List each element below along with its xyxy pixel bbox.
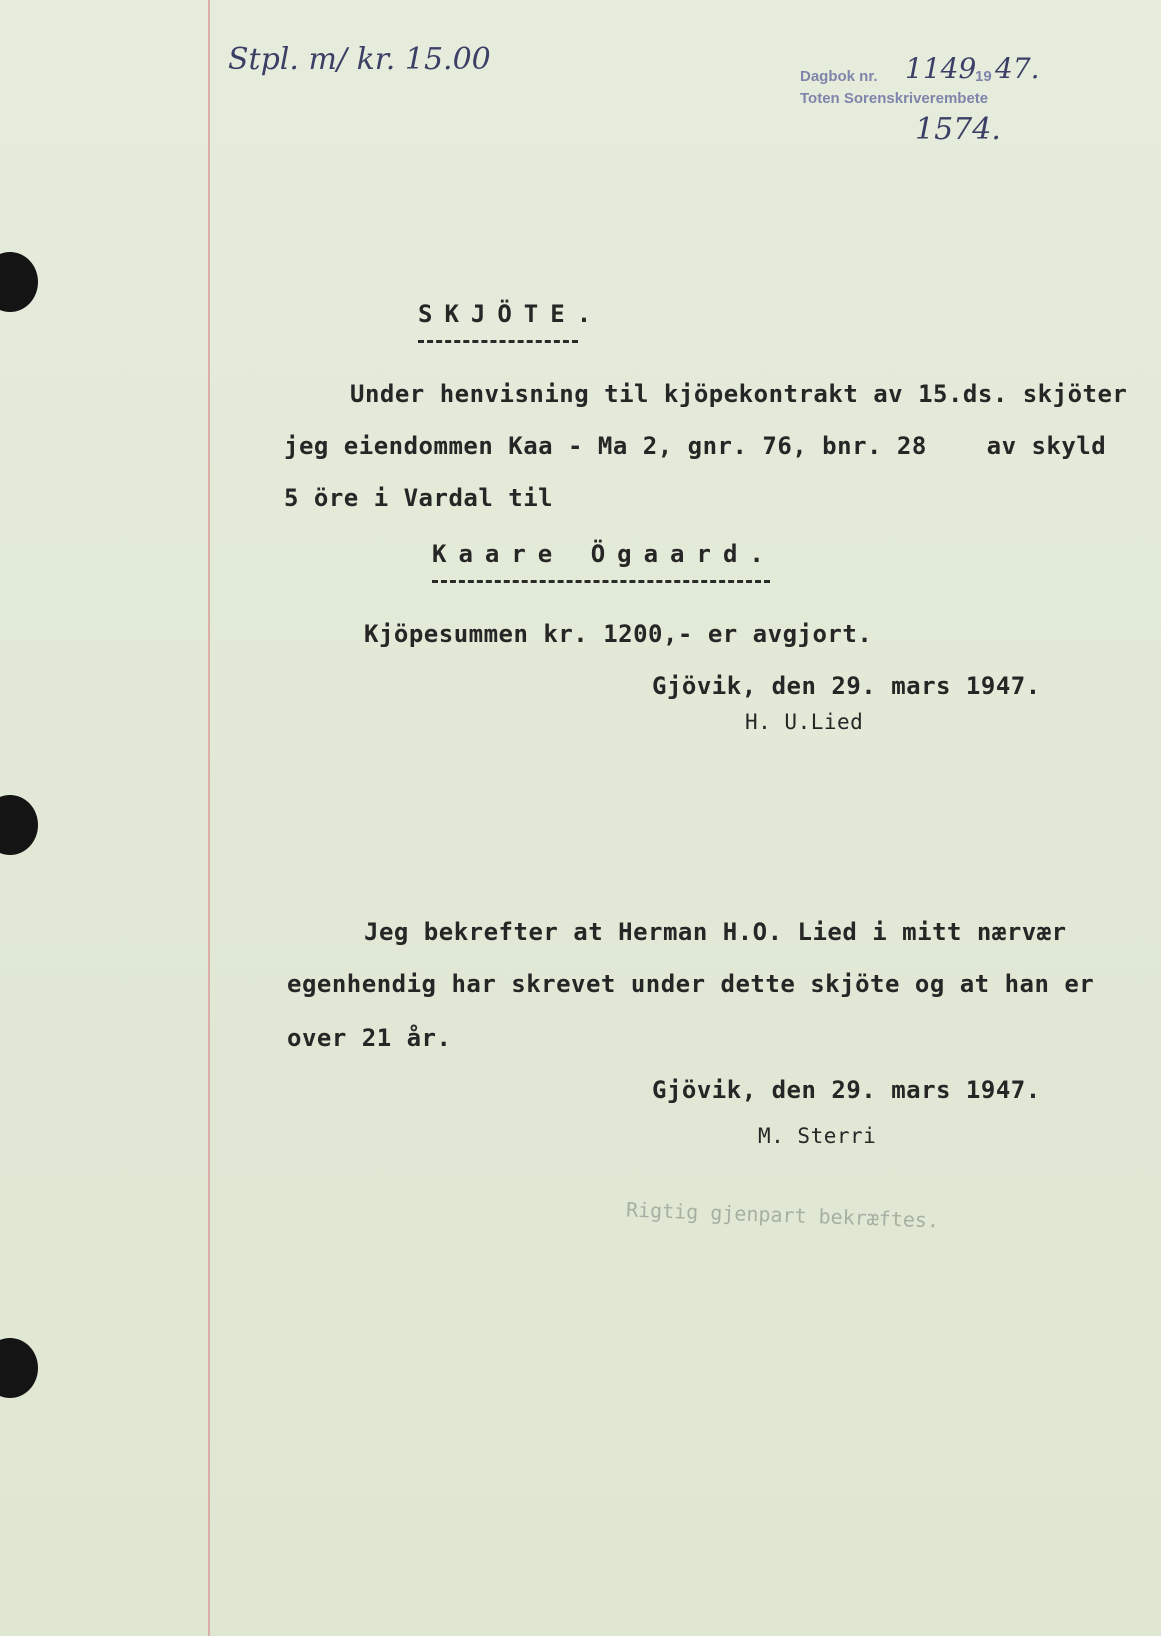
margin-line (208, 0, 210, 1636)
deed-place-date: Gjövik, den 29. mars 1947. (652, 672, 1041, 700)
buyer-underline (432, 580, 770, 583)
year-suffix: 47. (995, 52, 1040, 85)
certification-text: Rigtig gjenpart bekræftes. (625, 1197, 940, 1233)
stamp-year-prefix: 19 (975, 68, 992, 85)
witness-line-3: over 21 år. (287, 1024, 452, 1052)
price-line: Kjöpesummen kr. 1200,- er avgjort. (364, 620, 873, 648)
page-number: 1574. (915, 112, 1001, 147)
stamp-line-1: Dagbok nr. (800, 68, 878, 85)
deed-line-2: jeg eiendommen Kaa - Ma 2, gnr. 76, bnr. 28 av skyld (284, 432, 1107, 460)
deed-line-3: 5 öre i Vardal til (284, 484, 554, 512)
journal-number: 1149 (905, 52, 977, 85)
buyer-name: Kaare Ögaard. (432, 540, 776, 568)
witness-line-2: egenhendig har skrevet under dette skjöte og at han er (287, 970, 1095, 998)
deed-title: SKJÖTE. (418, 300, 604, 328)
fee-note: Stpl. m/ kr. 15.00 (228, 42, 491, 77)
title-underline (418, 340, 578, 343)
punch-hole-top (0, 252, 38, 312)
deed-signature: H. U.Lied (745, 710, 864, 734)
witness-line-1: Jeg bekrefter at Herman H.O. Lied i mitt nærvær (364, 918, 1067, 946)
punch-hole-middle (0, 795, 38, 855)
stamp-line-2: Toten Sorenskriverembete (800, 90, 989, 107)
deed-line-1: Under henvisning til kjöpekontrakt av 15.ds. skjöter (350, 380, 1128, 408)
witness-place-date: Gjövik, den 29. mars 1947. (652, 1076, 1041, 1104)
witness-signature: M. Sterri (758, 1124, 877, 1148)
punch-hole-bottom (0, 1338, 38, 1398)
